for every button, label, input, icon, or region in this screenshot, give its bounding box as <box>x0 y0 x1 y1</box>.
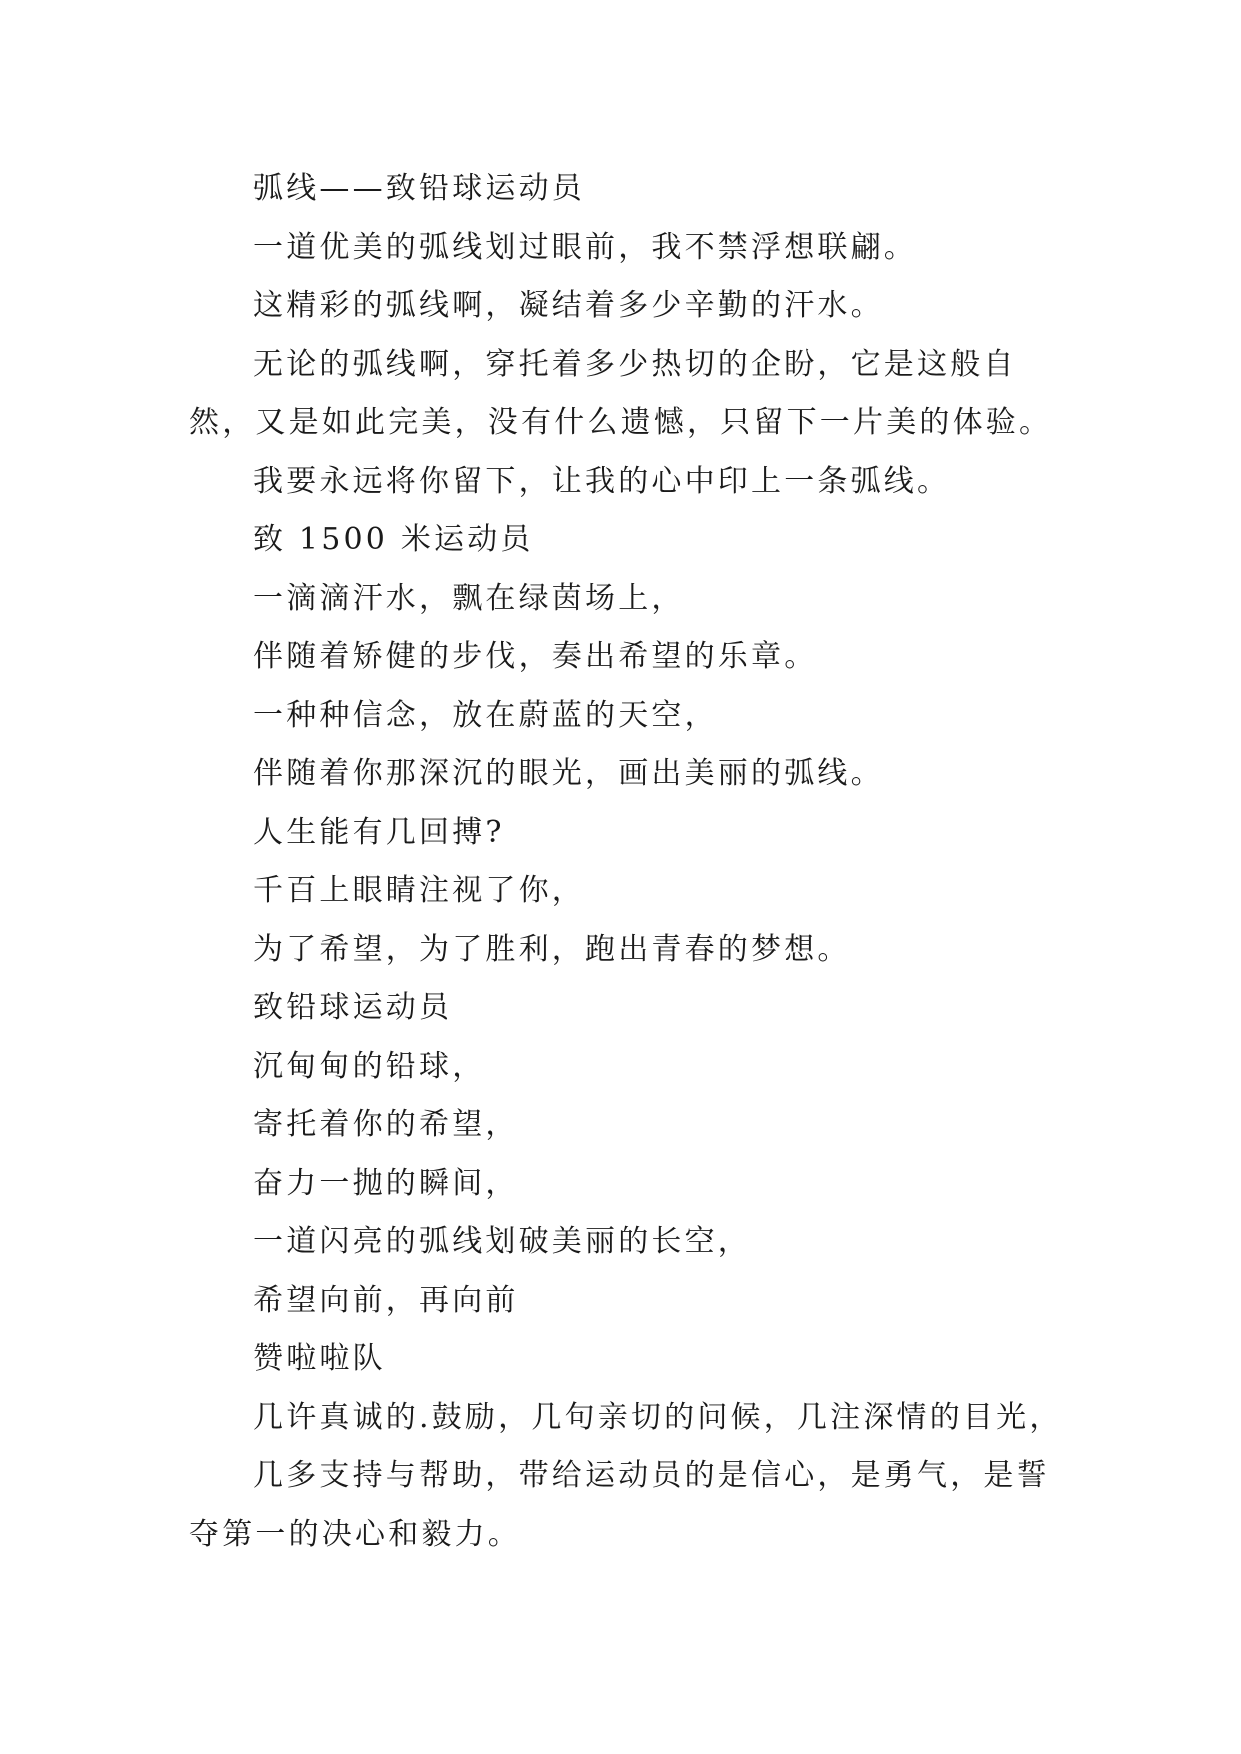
poem-title-cheerleaders: 赞啦啦队 <box>253 1341 386 1376</box>
poem-title-1500m: 致 1500 米运动员 <box>253 522 534 557</box>
paragraph: 几多支持与帮助，带给运动员的是信心，是勇气，是誓夺第一的决心和毅力。 <box>189 1458 1050 1552</box>
paragraph: 一种种信念，放在蔚蓝的天空， <box>253 697 718 733</box>
paragraph: 千百上眼睛注视了你， <box>253 873 585 908</box>
paragraph: 一滴滴汗水，飘在绿茵场上， <box>253 580 685 616</box>
paragraph: 无论的弧线啊，穿托着多少热切的企盼，它是这般自然，又是如此完美，没有什么遗憾，只留下一片美的体验。 <box>189 346 1053 440</box>
paragraph: 伴随着你那深沉的眼光，画出美丽的弧线。 <box>253 756 884 791</box>
paragraph: 一道闪亮的弧线划破美丽的长空， <box>253 1224 751 1259</box>
paragraph: 奋力一抛的瞬间， <box>253 1165 519 1201</box>
paragraph: 为了希望，为了胜利，跑出青春的梦想。 <box>253 931 851 967</box>
paragraph: 几许真诚的.鼓励，几句亲切的问候，几注深情的目光， <box>253 1399 1063 1435</box>
paragraph: 我要永远将你留下，让我的心中印上一条弧线。 <box>253 463 951 499</box>
paragraph: 沉甸甸的铅球， <box>253 1048 486 1084</box>
poem-title-shot-put: 致铅球运动员 <box>253 990 453 1025</box>
paragraph: 希望向前，再向前 <box>253 1282 519 1318</box>
paragraph: 这精彩的弧线啊，凝结着多少辛勤的汗水。 <box>253 288 884 323</box>
paragraph: 伴随着矫健的步伐，奏出希望的乐章。 <box>253 639 818 674</box>
paragraph: 人生能有几回搏? <box>253 814 505 850</box>
paragraph: 寄托着你的希望， <box>253 1107 519 1142</box>
document-body <box>189 160 1069 1564</box>
paragraph: 一道优美的弧线划过眼前，我不禁浮想联翩。 <box>253 229 917 265</box>
poem-title-arc: 弧线——致铅球运动员 <box>253 171 585 206</box>
